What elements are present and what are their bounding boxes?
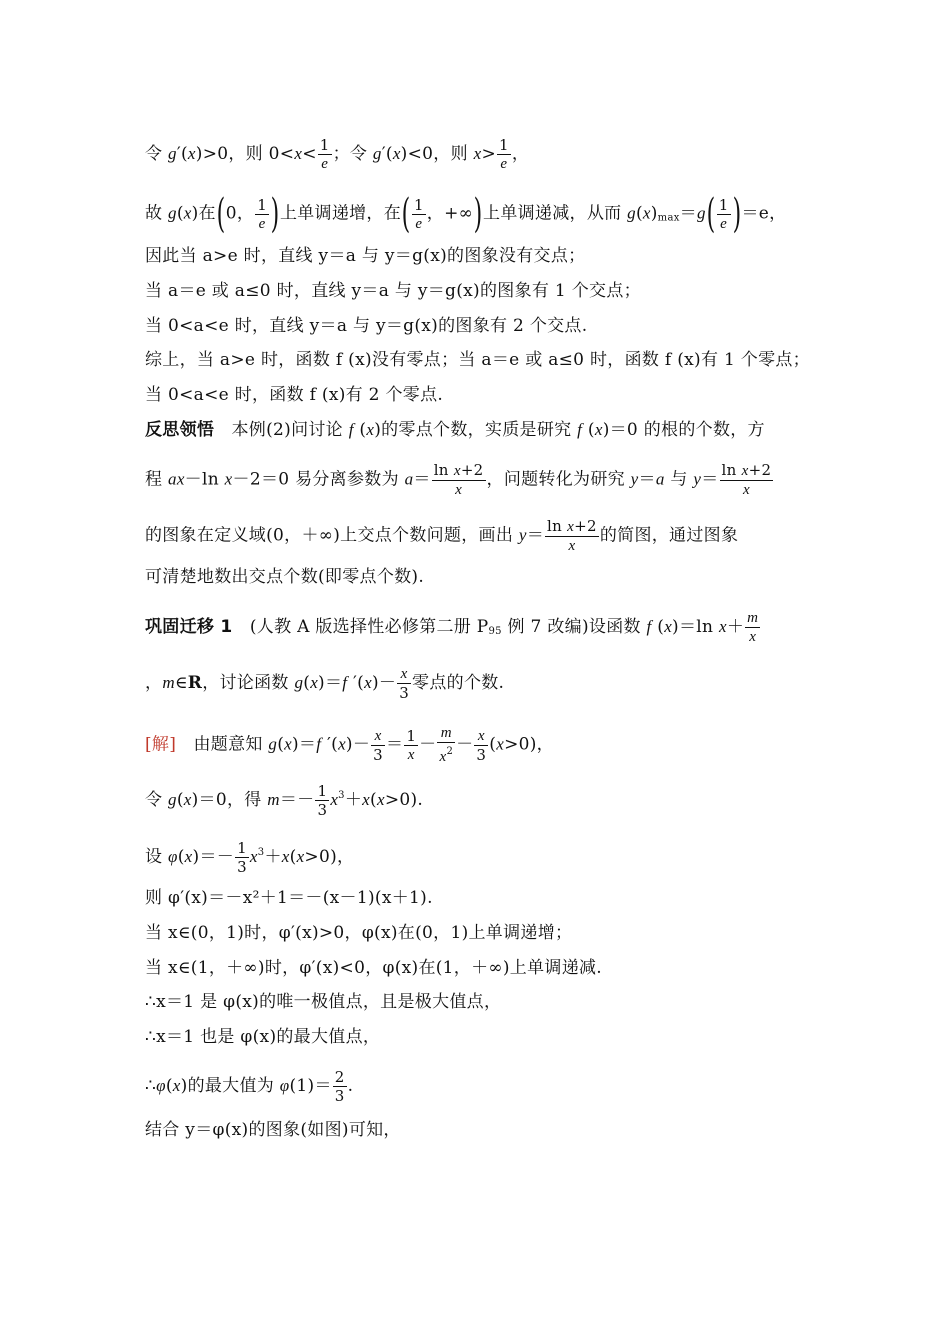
text-line-1: 令 g′(x)>0，则 0<x< $\frac{1}{e}$ ；令 g′(x)<0，则 x> $\frac{1}{e}$ ，: [145, 136, 530, 172]
text-line-9: 程 ax－ln x－2＝0 易分离参数为 a＝ $\frac{\text{ln x+2}}{x}$ ，问题转化为研究 y＝a 与 y＝ $\frac{\text{ln x+2}}{x}$: [145, 461, 772, 498]
text-line-13: ，m∈R，讨论函数 g(x)＝f ′(x)－ $\frac{x}{3}$ 零点的个数.: [145, 666, 505, 702]
text-line-21: ∴x＝1 也是 φ(x)的最大值点，: [145, 1027, 381, 1047]
consolidation-label: 巩固迁移 1: [145, 617, 233, 637]
fraction-1-over-e: $\frac{1}{e}$: [319, 136, 330, 172]
fraction-m-over-x2: $\frac{m}{x^2}$: [439, 725, 454, 765]
text-line-18: 当 x∈(0，1)时，φ′(x)>0，φ(x)在(0，1)上单调递增；: [145, 923, 573, 943]
text-line-23: 结合 y＝φ(x)的图象(如图)可知，: [145, 1120, 401, 1140]
text-line-16: 设 φ(x)＝－ $\frac{1}{3}$ $x^3+x(x>0)$，: [145, 839, 355, 876]
text-line-3: 因此当 a>e 时，直线 y＝a 与 y＝g(x)的图象没有交点；: [145, 246, 586, 266]
text-line-12: 巩固迁移 1 (人教 A 版选择性必修第二册 $P_{95}$ 例 7 改编)设函数 f (x)＝ln x＋ $\frac{m}{x}$: [145, 610, 759, 645]
fraction-lnx2-over-x: $\frac{\text{ln x+2}}{x}$: [547, 517, 597, 554]
text-line-7: 当 0<a<e 时，函数 f (x)有 2 个零点.: [145, 385, 444, 405]
fraction-x-over-3: $\frac{x}{3}$: [476, 727, 487, 764]
text-line-14: [解] 由题意知 g(x)＝f ′(x)－ $\frac{x}{3}$ ＝ $\frac{1}{x}$ － $\frac{m}{x^2}$ － $\frac{x}{3}$ (x>0)，: [145, 725, 554, 765]
solution-label: [解]: [145, 734, 177, 755]
fraction-lnx2-over-x: $\frac{\text{ln x+2}}{x}$: [433, 461, 484, 498]
fraction-lnx2-over-x: $\frac{\text{ln x+2}}{x}$: [721, 461, 772, 498]
fraction-1-over-3: $\frac{1}{3}$: [317, 782, 328, 819]
text-line-10: 的图象在定义域(0，＋∞)上交点个数问题，画出 y＝ $\frac{\text{ln x+2}}{x}$ 的简图，通过图象: [145, 517, 739, 554]
reflection-label: 反思领悟: [145, 420, 215, 440]
text-line-2: 故 g(x)在(0， $\frac{1}{e}$ )上单调递增，在( $\frac{1}{e}$ ，+∞)上单调递减，从而 $g(x)_{max}=g$( $\frac{1}{e}$ )＝e，: [145, 191, 787, 237]
text-line-17: 则 φ′(x)＝－x²＋1＝－(x－1)(x＋1).: [145, 888, 433, 908]
fraction-x-over-3: $\frac{x}{3}$: [373, 727, 383, 764]
fraction-x-over-3: $\frac{x}{3}$: [399, 666, 410, 702]
text-line-11: 可清楚地数出交点个数(即零点个数).: [145, 567, 425, 587]
text-line-8: 反思领悟 本例(2)问讨论 f (x)的零点个数，实质是研究 f (x)＝0 的根的个数，方: [145, 420, 765, 440]
text-line-4: 当 a＝e 或 a≤0 时，直线 y＝a 与 y＝g(x)的图象有 1 个交点；: [145, 281, 641, 301]
text-line-22: ∴φ(x)的最大值为 φ(1)＝ $\frac{2}{3}$ .: [145, 1068, 354, 1105]
text-line-15: 令 g(x)＝0，得 m＝－ $\frac{1}{3}$ $x^3+x(x>0)$.: [145, 782, 424, 819]
fraction-m-over-x: $\frac{m}{x}$: [747, 610, 759, 645]
fraction-1-over-e: $\frac{1}{e}$: [257, 195, 268, 232]
text-line-19: 当 x∈(1，＋∞)时，φ′(x)<0，φ(x)在(1，＋∞)上单调递减.: [145, 958, 602, 978]
fraction-1-over-3: $\frac{1}{3}$: [237, 839, 247, 876]
fraction-1-over-e: $\frac{1}{e}$: [498, 136, 509, 172]
fraction-2-over-3: $\frac{2}{3}$: [334, 1068, 345, 1105]
text-line-20: ∴x＝1 是 φ(x)的唯一极值点，且是极大值点，: [145, 992, 502, 1012]
fraction-1-over-x: $\frac{1}{x}$: [406, 726, 417, 763]
text-line-6: 综上，当 a>e 时，函数 f (x)没有零点；当 a＝e 或 a≤0 时，函数 f (x)有 1 个零点；: [145, 350, 810, 370]
text-line-5: 当 0<a<e 时，直线 y＝a 与 y＝g(x)的图象有 2 个交点.: [145, 316, 588, 336]
fraction-1-over-e: $\frac{1}{e}$: [413, 195, 424, 232]
fraction-1-over-e: $\frac{1}{e}$: [718, 195, 729, 232]
